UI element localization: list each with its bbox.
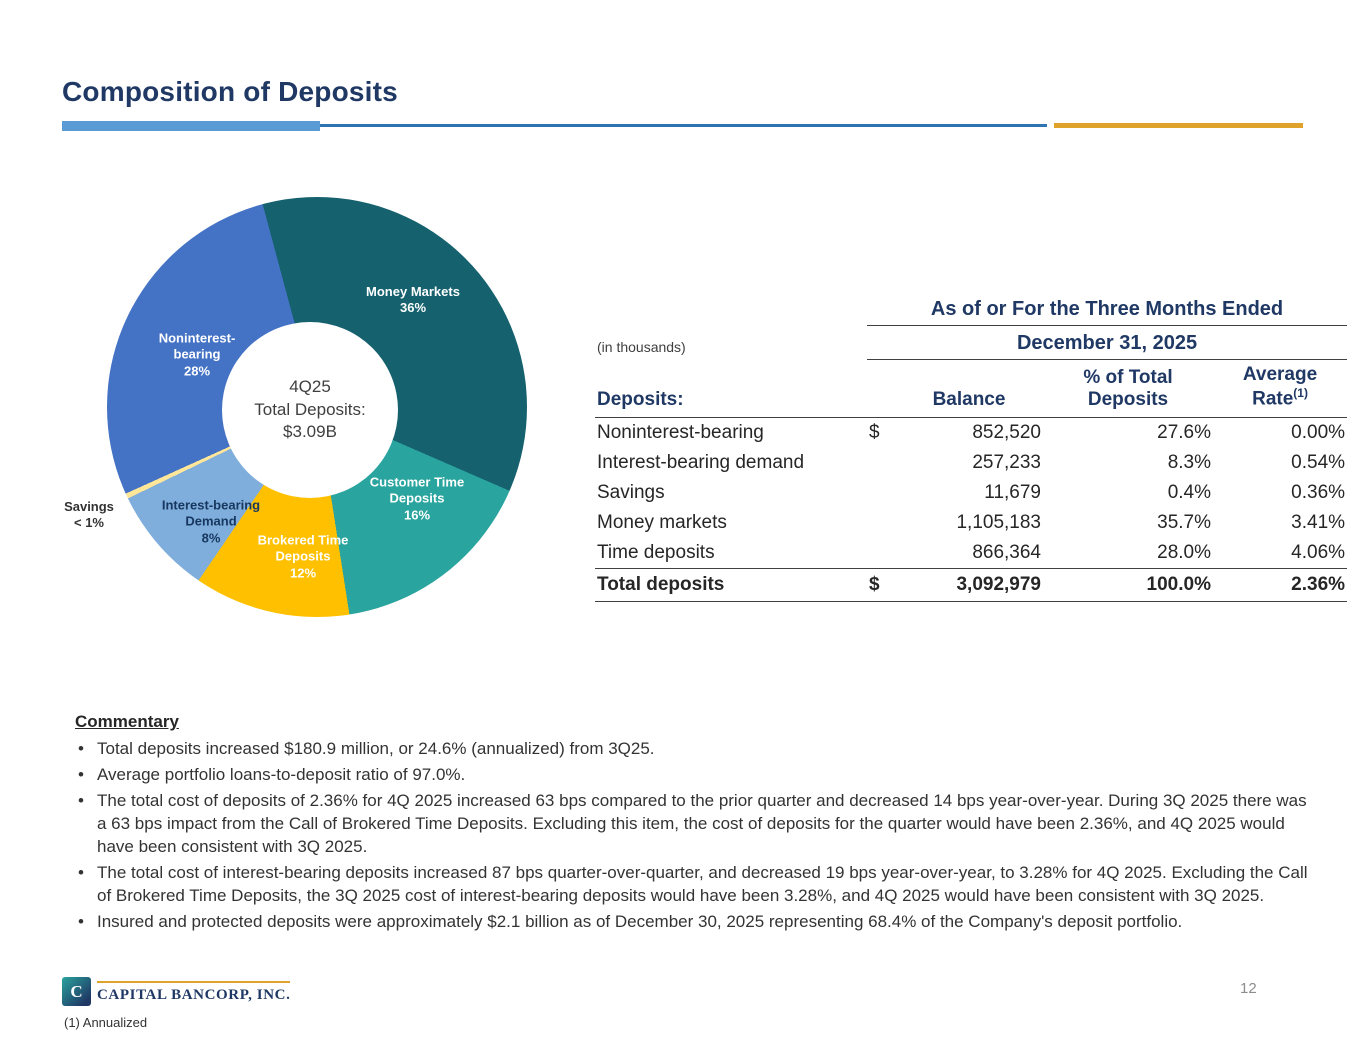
slice-pct: 8% <box>201 530 221 546</box>
col-header-pct-of-total <box>1043 359 1213 417</box>
col-header-rate-line2: Rate$^{(1)}$ <box>1252 386 1308 410</box>
col-header-deposits: Deposits: <box>595 359 867 417</box>
col-header-average-rate <box>1213 359 1347 417</box>
donut-center-text <box>254 376 366 445</box>
row-label: Money markets <box>597 511 727 533</box>
rate-value: 4.06% <box>1291 541 1346 563</box>
logo-text: CAPITAL BANCORP, INC. <box>97 981 290 1006</box>
slice-label-noninterest-bearing <box>149 331 245 380</box>
logo-icon-letter: C <box>70 981 83 1001</box>
rate-value: 3.41% <box>1291 511 1346 533</box>
table-total-row <box>595 568 1347 601</box>
slice-pct: 16% <box>403 507 431 523</box>
table-header-period: As of or For the Three Months Ended <box>867 293 1347 325</box>
page-title: Composition of Deposits <box>62 76 398 107</box>
donut-center-line-quarter: 4Q25 <box>289 376 331 396</box>
table-row-noninterest-bearing <box>595 417 1347 448</box>
donut-center-line-caption: Total Deposits: <box>254 399 366 419</box>
col-header-balance: Balance <box>895 359 1043 417</box>
slice-name: Brokered Time Deposits <box>257 532 349 564</box>
bullet-item: • The total cost of deposits of 2.36% for 4Q 2025 increased 63 bps compared to the prior quarter and decreased 14 bps year-over-year. During 3Q 2025 there was a 63 bps impact from the Call of Brokered Time Deposits. Excluding this item, the cost of deposits for the quarter would have been 2.36%, and 4Q 2025 would have been consistent with 3Q 2025. <box>75 790 1315 859</box>
rate-value: 0.36% <box>1291 481 1346 503</box>
bullet-item: • The total cost of interest-bearing deposits increased 87 bps quarter-over-quarter, and decreased 19 bps year-over-year, to 3.28% for 4Q 2025. Excluding the Call of Brokered Time Deposits, the 3Q 2025 cost of interest-bearing deposits would have been 3.28%, and 4Q 2025 would have been consistent with 3Q 2025. <box>75 862 1315 908</box>
balance-value: 866,364 <box>972 541 1041 563</box>
slice-pct: 12% <box>289 565 317 581</box>
col-header-pct-line1: % of Total <box>1083 366 1173 388</box>
commentary-bullets <box>75 738 1315 934</box>
commentary-heading: Commentary <box>75 712 179 731</box>
donut-center-line-amount: $3.09B <box>283 422 337 442</box>
slice-label-money-markets <box>348 284 478 317</box>
slice-pct: 28% <box>183 363 211 379</box>
bullet-item: • Total deposits increased $180.9 million, or 24.6% (annualized) from 3Q25. <box>75 738 1315 761</box>
bullet-item: • Average portfolio loans-to-deposit ratio of 97.0%. <box>75 764 1315 787</box>
dollar-sign: $ <box>869 421 880 443</box>
table-column-header-row <box>595 359 1347 417</box>
rate-value: 0.00% <box>1291 421 1346 443</box>
deposits-table <box>595 293 1347 602</box>
pct-value: 100.0% <box>1043 568 1213 601</box>
slice-name: Savings <box>64 498 114 514</box>
slice-pct: < 1% <box>74 515 104 530</box>
dollar-sign <box>867 508 895 538</box>
row-label: Total deposits <box>595 568 867 601</box>
commentary-section <box>75 712 1315 937</box>
company-logo <box>62 977 290 1006</box>
slice-name: Interest-bearing Demand <box>161 497 261 529</box>
row-label: Time deposits <box>597 541 715 563</box>
slice-pct: 36% <box>399 300 427 315</box>
balance-value: 11,679 <box>984 481 1041 503</box>
table-date-header-row <box>595 325 1347 359</box>
pct-value: 27.6% <box>1157 421 1211 443</box>
dollar-sign: $ <box>867 568 895 601</box>
dollar-sign <box>867 448 895 478</box>
title-divider <box>62 120 1303 132</box>
footnote: (1) Annualized <box>64 1015 148 1030</box>
page-number: 12 <box>1240 980 1257 997</box>
rate-value: 2.36% <box>1213 568 1347 601</box>
slice-label-savings <box>53 499 125 532</box>
balance-value: 3,092,979 <box>895 568 1043 601</box>
table-row-money-markets <box>595 508 1347 538</box>
balance-value: 257,233 <box>972 451 1041 473</box>
table-row-savings <box>595 478 1347 508</box>
pct-value: 35.7% <box>1157 511 1211 533</box>
dollar-sign <box>867 538 895 569</box>
row-label: Savings <box>597 481 665 503</box>
slice-label-interest-bearing-demand <box>156 498 266 547</box>
divider-gold-line <box>1054 123 1303 128</box>
dollar-sign <box>867 478 895 508</box>
slice-name: Money Markets <box>366 283 460 299</box>
logo-icon <box>62 977 91 1006</box>
balance-value: 1,105,183 <box>956 511 1041 533</box>
spacer-cell <box>595 293 867 325</box>
pct-value: 8.3% <box>1167 451 1211 473</box>
table-period-header-row <box>595 293 1347 325</box>
table-row-time-deposits <box>595 538 1347 569</box>
slice-label-customer-time-deposits <box>365 475 469 524</box>
divider-blue-line <box>320 124 1047 127</box>
bullet-item: • Insured and protected deposits were approximately $2.1 billion as of December 30, 2025 representing 68.4% of the Company's deposit portfolio. <box>75 911 1315 934</box>
rate-value: 0.54% <box>1291 451 1346 473</box>
balance-value: 852,520 <box>972 421 1041 443</box>
col-header-pct-line2: Deposits <box>1087 388 1169 410</box>
slice-name: Noninterest-bearing <box>158 330 236 362</box>
divider-blue-bar <box>62 121 320 131</box>
table-header-date: December 31, 2025 <box>867 325 1347 359</box>
row-label: Interest-bearing demand <box>597 451 805 473</box>
pct-value: 0.4% <box>1167 481 1211 503</box>
row-label: Noninterest-bearing <box>597 421 764 443</box>
slice-label-brokered-time-deposits <box>251 533 355 582</box>
pct-value: 28.0% <box>1157 541 1211 563</box>
units-note: (in thousands) <box>597 339 686 355</box>
slice-name: Customer Time Deposits <box>369 474 465 506</box>
spacer-cell <box>867 359 895 417</box>
donut-center-label <box>222 322 398 498</box>
deposit-composition-chart <box>55 190 565 630</box>
table-row-interest-bearing-demand <box>595 448 1347 478</box>
footnote-marker: (1) <box>1293 386 1308 401</box>
col-header-rate-line1: Average <box>1242 364 1318 386</box>
